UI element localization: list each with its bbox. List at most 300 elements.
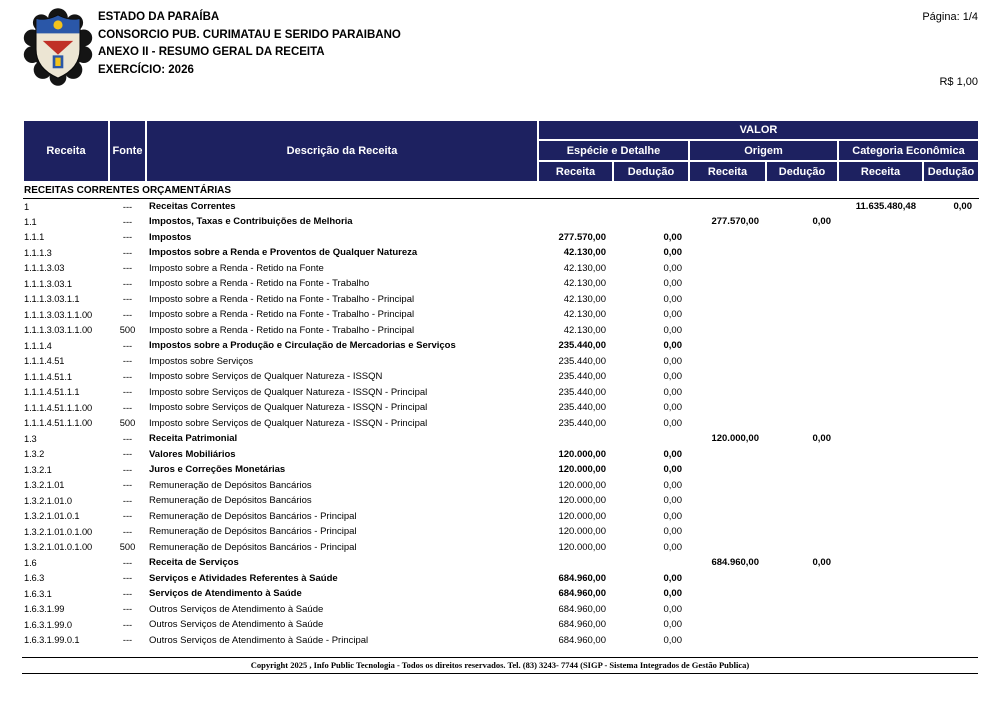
categoria-receita-value	[838, 214, 923, 230]
table-row	[23, 400, 979, 416]
receita-code: 1.6.3.1.99.0	[24, 619, 72, 630]
categoria-deducao-value	[923, 214, 979, 230]
origem-receita-value	[689, 416, 766, 432]
origem-deducao-value	[766, 602, 838, 618]
especie-receita-value: 684.960,00	[558, 588, 606, 600]
categoria-receita-value	[838, 338, 923, 354]
report-name-line: ANEXO II - RESUMO GERAL DA RECEITA	[98, 46, 325, 58]
receita-code: 1.1.1.4.51.1.1.00	[24, 418, 93, 429]
origem-receita-value	[689, 478, 766, 494]
table-row	[23, 276, 979, 292]
especie-deducao-value	[613, 199, 689, 215]
especie-deducao-value: 0,00	[663, 541, 682, 553]
receita-code: 1.3.2.1.01.0.1.00	[24, 542, 93, 553]
especie-receita-value: 235.440,00	[558, 386, 606, 398]
table-row	[23, 245, 979, 261]
fonte-value: ---	[122, 247, 133, 258]
receita-code: 1.3.2.1.01.0.1.00	[24, 526, 93, 537]
origem-receita-value	[689, 462, 766, 478]
especie-receita-value: 120.000,00	[558, 479, 606, 491]
table-row	[23, 214, 979, 230]
categoria-deducao-value	[923, 276, 979, 292]
org-entity-line: CONSORCIO PUB. CURIMATAU E SERIDO PARAIBANO	[98, 28, 401, 41]
origem-deducao-value	[766, 369, 838, 385]
especie-receita-value: 684.960,00	[558, 634, 606, 646]
origem-receita-value	[689, 230, 766, 246]
especie-receita-value: 120.000,00	[558, 448, 606, 460]
origem-receita-value	[689, 369, 766, 385]
table-row	[23, 416, 979, 432]
especie-receita-value	[538, 431, 613, 447]
fonte-value: ---	[122, 278, 133, 289]
descricao-value: Outros Serviços de Atendimento à Saúde	[149, 619, 324, 631]
table-row	[23, 307, 979, 323]
fonte-value: ---	[122, 232, 133, 243]
categoria-deducao-value	[923, 385, 979, 401]
especie-deducao-value: 0,00	[663, 309, 682, 321]
descricao-value: Remuneração de Depósitos Bancários - Principal	[149, 510, 357, 522]
especie-receita-value: 120.000,00	[558, 464, 606, 476]
receita-code: 1.6.3.1.99.0.1	[24, 635, 80, 646]
especie-deducao-value: 0,00	[663, 386, 682, 398]
origem-receita-value	[689, 245, 766, 261]
col-header-descricao: Descrição da Receita	[146, 120, 538, 182]
especie-deducao-value: 0,00	[663, 324, 682, 336]
especie-deducao-value: 0,00	[663, 526, 682, 538]
table-row	[23, 261, 979, 277]
coat-of-arms-icon	[20, 6, 96, 88]
fonte-value: ---	[122, 449, 133, 460]
origem-deducao-value: 0,00	[812, 433, 831, 445]
fonte-value: ---	[122, 309, 133, 320]
especie-receita-value: 42.130,00	[563, 247, 606, 259]
categoria-deducao-value	[923, 555, 979, 571]
categoria-deducao-value	[923, 431, 979, 447]
receita-code: 1.3	[24, 433, 37, 444]
origem-deducao-value	[766, 400, 838, 416]
fonte-value: ---	[122, 201, 133, 212]
especie-deducao-value: 0,00	[663, 402, 682, 414]
origem-receita-value	[689, 338, 766, 354]
fonte-value: ---	[122, 480, 133, 491]
descricao-value: Imposto sobre Serviços de Qualquer Natureza - ISSQN - Principal	[149, 386, 428, 398]
descricao-value: Imposto sobre a Renda - Retido na Fonte - Trabalho - Principal	[149, 324, 415, 336]
especie-receita-value: 120.000,00	[558, 541, 606, 553]
origem-deducao-value	[766, 462, 838, 478]
categoria-deducao-value: 0,00	[953, 201, 972, 212]
especie-receita-value	[538, 214, 613, 230]
receita-code: 1.1.1.4	[24, 340, 52, 351]
fonte-value: ---	[122, 635, 133, 646]
origem-deducao-value	[766, 338, 838, 354]
categoria-receita-value	[838, 540, 923, 556]
table-row	[23, 478, 979, 494]
fonte-value: ---	[122, 464, 133, 475]
descricao-value: Impostos sobre a Produção e Circulação de Mercadorias e Serviços	[149, 340, 456, 352]
categoria-receita-value	[838, 571, 923, 587]
origem-deducao-value: 0,00	[812, 216, 831, 228]
categoria-deducao-value	[923, 447, 979, 463]
col-header-fonte: Fonte	[109, 120, 146, 182]
categoria-receita-value	[838, 400, 923, 416]
categoria-receita-value	[838, 524, 923, 540]
especie-receita-value: 120.000,00	[558, 510, 606, 522]
descricao-value: Imposto sobre a Renda - Retido na Fonte	[149, 262, 324, 274]
especie-deducao-value: 0,00	[663, 371, 682, 383]
descricao-value: Outros Serviços de Atendimento à Saúde - Principal	[149, 634, 369, 646]
categoria-receita-value: 11.635.480,48	[855, 201, 916, 212]
table-row	[23, 524, 979, 540]
descricao-value: Juros e Correções Monetárias	[149, 464, 286, 476]
categoria-deducao-value	[923, 416, 979, 432]
origem-deducao-value	[766, 571, 838, 587]
origem-deducao-value	[766, 617, 838, 633]
receita-code: 1.1.1.3	[24, 247, 52, 258]
section-title: RECEITAS CORRENTES ORÇAMENTÁRIAS	[23, 182, 979, 199]
coat-of-arms-logo	[20, 6, 96, 88]
descricao-value: Remuneração de Depósitos Bancários - Principal	[149, 541, 357, 553]
descricao-value: Imposto sobre a Renda - Retido na Fonte - Trabalho - Principal	[149, 293, 415, 305]
fonte-value: ---	[122, 573, 133, 584]
origem-deducao-value	[766, 261, 838, 277]
origem-deducao-value	[766, 245, 838, 261]
table-row	[23, 633, 979, 649]
descricao-value: Imposto sobre Serviços de Qualquer Natureza - ISSQN - Principal	[149, 402, 428, 414]
table-row	[23, 602, 979, 618]
origem-receita-value	[689, 400, 766, 416]
origem-receita-value: 684.960,00	[711, 557, 759, 569]
receita-table	[22, 119, 980, 648]
categoria-receita-value	[838, 261, 923, 277]
origem-deducao-value	[766, 307, 838, 323]
receita-code: 1.1.1.4.51	[24, 356, 65, 367]
categoria-deducao-value	[923, 292, 979, 308]
origem-receita-value	[689, 354, 766, 370]
table-row	[23, 462, 979, 478]
origem-receita-value	[689, 276, 766, 292]
fonte-value: 500	[119, 325, 136, 336]
descricao-value: Receitas Correntes	[149, 201, 236, 212]
fonte-value: ---	[122, 433, 133, 444]
categoria-deducao-value	[923, 509, 979, 525]
receita-code: 1.1.1.4.51.1.1.00	[24, 402, 93, 413]
table-row	[23, 540, 979, 556]
categoria-deducao-value	[923, 323, 979, 339]
fonte-value: ---	[122, 402, 133, 413]
especie-receita-value: 235.440,00	[558, 355, 606, 367]
categoria-deducao-value	[923, 586, 979, 602]
group-header-especie: Espécie e Detalhe	[538, 140, 689, 161]
categoria-deducao-value	[923, 307, 979, 323]
origem-deducao-value	[766, 509, 838, 525]
receita-code: 1.1.1	[24, 232, 45, 243]
categoria-deducao-value	[923, 493, 979, 509]
categoria-deducao-value	[923, 633, 979, 649]
especie-deducao-value	[613, 431, 689, 447]
categoria-receita-value	[838, 478, 923, 494]
categoria-deducao-value	[923, 602, 979, 618]
especie-deducao-value	[613, 214, 689, 230]
categoria-receita-value	[838, 307, 923, 323]
origem-receita-value	[689, 602, 766, 618]
origem-receita-value	[689, 586, 766, 602]
receita-code: 1.1.1.3.03.1	[24, 278, 72, 289]
categoria-deducao-value	[923, 524, 979, 540]
especie-deducao-value: 0,00	[663, 572, 682, 584]
receita-code: 1.6.3	[24, 573, 45, 584]
fonte-value: 500	[119, 418, 136, 429]
categoria-receita-value	[838, 493, 923, 509]
especie-receita-value: 684.960,00	[558, 619, 606, 631]
origem-receita-value	[689, 633, 766, 649]
especie-receita-value	[538, 199, 613, 215]
sub-header-categoria-deducao: Dedução	[923, 161, 979, 182]
table-row	[23, 323, 979, 339]
origem-deducao-value	[766, 292, 838, 308]
especie-receita-value: 235.440,00	[558, 417, 606, 429]
categoria-receita-value	[838, 462, 923, 478]
receita-code: 1.1.1.3.03.1.1.00	[24, 309, 93, 320]
receita-code: 1.1.1.3.03.1.1	[24, 294, 80, 305]
table-row	[23, 431, 979, 447]
descricao-value: Impostos sobre Serviços	[149, 355, 254, 367]
especie-deducao-value: 0,00	[663, 231, 682, 243]
categoria-receita-value	[838, 509, 923, 525]
especie-receita-value: 42.130,00	[563, 324, 606, 336]
descricao-value: Receita Patrimonial	[149, 433, 238, 445]
especie-receita-value: 42.130,00	[563, 262, 606, 274]
descricao-value: Remuneração de Depósitos Bancários	[149, 495, 312, 507]
fonte-value: ---	[122, 511, 133, 522]
receita-code: 1.1.1.4.51.1	[24, 371, 72, 382]
categoria-receita-value	[838, 617, 923, 633]
origem-receita-value	[689, 617, 766, 633]
col-header-valor: VALOR	[538, 120, 979, 140]
receita-code: 1.3.2.1.01.0	[24, 495, 72, 506]
origem-deducao-value	[766, 493, 838, 509]
descricao-value: Imposto sobre a Renda - Retido na Fonte - Trabalho	[149, 278, 370, 290]
origem-deducao-value	[766, 230, 838, 246]
receita-code: 1.6	[24, 557, 37, 568]
fonte-value: ---	[122, 526, 133, 537]
table-row	[23, 447, 979, 463]
origem-receita-value	[689, 493, 766, 509]
categoria-deducao-value	[923, 338, 979, 354]
descricao-value: Imposto sobre Serviços de Qualquer Natureza - ISSQN - Principal	[149, 417, 428, 429]
descricao-value: Remuneração de Depósitos Bancários	[149, 479, 312, 491]
especie-receita-value: 120.000,00	[558, 495, 606, 507]
categoria-receita-value	[838, 385, 923, 401]
origem-receita-value	[689, 571, 766, 587]
categoria-receita-value	[838, 276, 923, 292]
fonte-value: ---	[122, 340, 133, 351]
fonte-value: ---	[122, 263, 133, 274]
table-row	[23, 369, 979, 385]
categoria-deducao-value	[923, 369, 979, 385]
origem-deducao-value: 0,00	[812, 557, 831, 569]
origem-receita-value	[689, 307, 766, 323]
categoria-receita-value	[838, 555, 923, 571]
categoria-receita-value	[838, 447, 923, 463]
origem-deducao-value	[766, 385, 838, 401]
receita-code: 1.3.2.1	[24, 464, 52, 475]
categoria-receita-value	[838, 245, 923, 261]
fonte-value: ---	[122, 588, 133, 599]
categoria-deducao-value	[923, 230, 979, 246]
categoria-receita-value	[838, 354, 923, 370]
especie-receita-value: 120.000,00	[558, 526, 606, 538]
descricao-value: Imposto sobre a Renda - Retido na Fonte - Trabalho - Principal	[149, 309, 415, 321]
receita-code: 1.3.2.1.01.0.1	[24, 511, 80, 522]
especie-deducao-value: 0,00	[663, 464, 682, 476]
table-row	[23, 338, 979, 354]
origem-deducao-value	[766, 447, 838, 463]
report-title-block	[98, 9, 401, 79]
fonte-value: ---	[122, 604, 133, 615]
especie-receita-value: 42.130,00	[563, 293, 606, 305]
receita-code: 1.1.1.3.03.1.1.00	[24, 325, 93, 336]
table-row	[23, 354, 979, 370]
origem-deducao-value	[766, 586, 838, 602]
especie-deducao-value: 0,00	[663, 355, 682, 367]
especie-receita-value: 235.440,00	[558, 402, 606, 414]
especie-deducao-value: 0,00	[663, 262, 682, 274]
categoria-deducao-value	[923, 540, 979, 556]
table-row	[23, 230, 979, 246]
col-header-receita: Receita	[23, 120, 109, 182]
especie-receita-value: 277.570,00	[558, 231, 606, 243]
table-row	[23, 555, 979, 571]
origem-receita-value	[689, 540, 766, 556]
especie-deducao-value: 0,00	[663, 603, 682, 615]
descricao-value: Remuneração de Depósitos Bancários - Principal	[149, 526, 357, 538]
fonte-value: ---	[122, 387, 133, 398]
fonte-value: 500	[119, 542, 136, 553]
origem-receita-value	[689, 199, 766, 215]
categoria-deducao-value	[923, 571, 979, 587]
origem-deducao-value	[766, 416, 838, 432]
categoria-receita-value	[838, 369, 923, 385]
table-row	[23, 586, 979, 602]
especie-deducao-value: 0,00	[663, 510, 682, 522]
origem-deducao-value	[766, 199, 838, 215]
especie-deducao-value: 0,00	[663, 619, 682, 631]
table-row	[23, 617, 979, 633]
fonte-value: ---	[122, 371, 133, 382]
especie-receita-value: 684.960,00	[558, 603, 606, 615]
sub-header-especie-deducao: Dedução	[613, 161, 689, 182]
origem-receita-value	[689, 323, 766, 339]
org-state-line: ESTADO DA PARAÍBA	[98, 11, 220, 23]
categoria-deducao-value	[923, 462, 979, 478]
table-row	[23, 509, 979, 525]
descricao-value: Impostos sobre a Renda e Proventos de Qualquer Natureza	[149, 247, 418, 259]
origem-receita-value	[689, 509, 766, 525]
categoria-deducao-value	[923, 354, 979, 370]
especie-deducao-value: 0,00	[663, 479, 682, 491]
especie-deducao-value: 0,00	[663, 495, 682, 507]
especie-deducao-value: 0,00	[663, 634, 682, 646]
fonte-value: ---	[122, 356, 133, 367]
origem-receita-value: 277.570,00	[711, 216, 759, 228]
receita-code: 1.6.3.1.99	[24, 604, 65, 615]
footer-copyright: Copyright 2025 , Info Public Tecnologia - Todos os direitos reservados. Tel. (83) 3243- 7744 (SIGP - Sistema Integrados de Gestão Publica)	[22, 657, 978, 674]
descricao-value: Serviços e Atividades Referentes à Saúde	[149, 572, 338, 584]
section-row	[23, 182, 979, 199]
sub-header-especie-receita: Receita	[538, 161, 613, 182]
categoria-receita-value	[838, 431, 923, 447]
origem-deducao-value	[766, 540, 838, 556]
descricao-value: Valores Mobiliários	[149, 448, 236, 460]
descricao-value: Receita de Serviços	[149, 557, 239, 569]
exercise-year-line: EXERCÍCIO: 2026	[98, 63, 194, 76]
especie-deducao-value: 0,00	[663, 448, 682, 460]
sub-header-origem-deducao: Dedução	[766, 161, 838, 182]
fonte-value: ---	[122, 557, 133, 568]
origem-deducao-value	[766, 524, 838, 540]
origem-deducao-value	[766, 276, 838, 292]
table-row	[23, 385, 979, 401]
descricao-value: Impostos, Taxas e Contribuições de Melhoria	[149, 216, 353, 228]
categoria-receita-value	[838, 586, 923, 602]
especie-receita-value: 235.440,00	[558, 340, 606, 352]
especie-receita-value	[538, 555, 613, 571]
receita-code: 1.1	[24, 216, 37, 227]
especie-deducao-value	[613, 555, 689, 571]
especie-deducao-value: 0,00	[663, 293, 682, 305]
origem-receita-value	[689, 524, 766, 540]
descricao-value: Imposto sobre Serviços de Qualquer Natureza - ISSQN	[149, 371, 383, 383]
origem-receita-value	[689, 385, 766, 401]
origem-deducao-value	[766, 323, 838, 339]
table-wrap	[22, 119, 978, 648]
categoria-receita-value	[838, 602, 923, 618]
group-header-origem: Origem	[689, 140, 838, 161]
categoria-receita-value	[838, 230, 923, 246]
fonte-value: ---	[122, 294, 133, 305]
origem-deducao-value	[766, 354, 838, 370]
origem-receita-value	[689, 292, 766, 308]
descricao-value: Impostos	[149, 231, 192, 243]
categoria-deducao-value	[923, 400, 979, 416]
categoria-receita-value	[838, 416, 923, 432]
especie-deducao-value: 0,00	[663, 278, 682, 290]
table-row	[23, 571, 979, 587]
fonte-value: ---	[122, 216, 133, 227]
table-row	[23, 493, 979, 509]
especie-deducao-value: 0,00	[663, 247, 682, 259]
receita-code: 1.1.1.3.03	[24, 263, 65, 274]
receita-code: 1	[24, 201, 30, 212]
origem-receita-value	[689, 447, 766, 463]
categoria-deducao-value	[923, 261, 979, 277]
page-number-label: Página: 1/4	[922, 11, 978, 23]
currency-unit-label: R$ 1,00	[939, 76, 978, 88]
fonte-value: ---	[122, 619, 133, 630]
origem-receita-value	[689, 261, 766, 277]
sub-header-origem-receita: Receita	[689, 161, 766, 182]
table-row	[23, 199, 979, 215]
categoria-receita-value	[838, 292, 923, 308]
especie-receita-value: 42.130,00	[563, 309, 606, 321]
especie-receita-value: 235.440,00	[558, 371, 606, 383]
especie-receita-value: 42.130,00	[563, 278, 606, 290]
categoria-receita-value	[838, 323, 923, 339]
receita-code: 1.6.3.1	[24, 588, 52, 599]
especie-receita-value: 684.960,00	[558, 572, 606, 584]
categoria-deducao-value	[923, 617, 979, 633]
fonte-value: ---	[122, 495, 133, 506]
